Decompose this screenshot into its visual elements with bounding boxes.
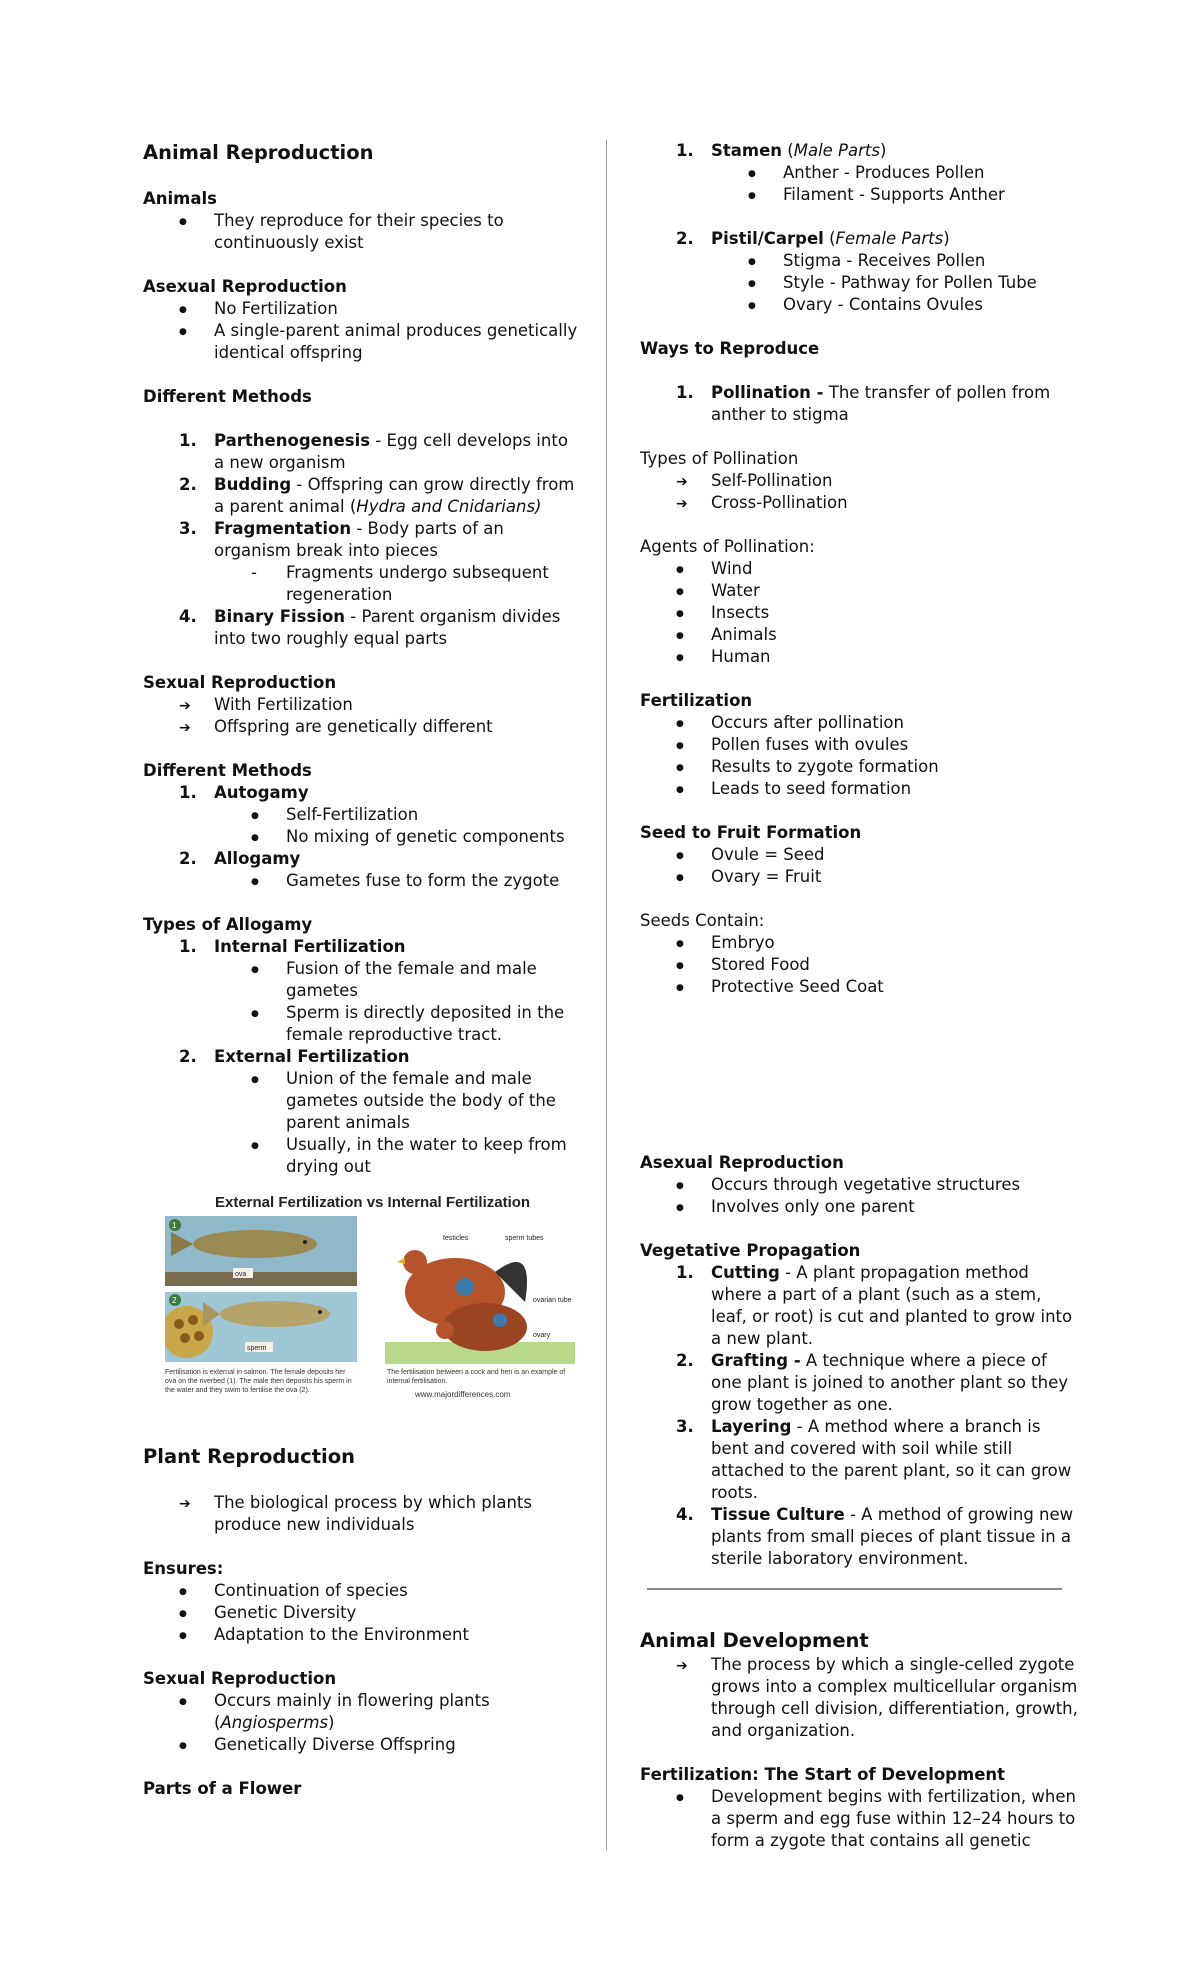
list-item: 4. Binary Fission - Parent organism divides into two roughly equal parts bbox=[179, 607, 561, 648]
sub-list-item: ● Union of the female and male gametes outside the body of the parent animals bbox=[143, 1068, 583, 1134]
svg-text:1: 1 bbox=[172, 1221, 177, 1230]
list-item: ➔ With Fertilization bbox=[143, 694, 583, 716]
svg-text:ovarian tube: ovarian tube bbox=[533, 1297, 572, 1304]
svg-text:ova: ova bbox=[235, 1271, 247, 1278]
list-item: ● Involves only one parent bbox=[640, 1196, 1080, 1218]
animals-heading: Animals bbox=[143, 189, 217, 208]
sub-list-item: ● Filament - Supports Anther bbox=[640, 184, 1080, 206]
seeds-heading: Seeds Contain: bbox=[640, 911, 765, 930]
methods-heading: Different Methods bbox=[143, 387, 312, 406]
svg-text:2: 2 bbox=[172, 1296, 177, 1305]
list-item: ➔ The process by which a single-celled zygote grows into a complex multicellular organism through cell division, differentiation, growth, and organization. bbox=[640, 1654, 1080, 1742]
list-item: ➔ Cross-Pollination bbox=[640, 492, 1080, 514]
list-item: ● Embryo bbox=[640, 932, 1080, 954]
sub-list-item: ● Style - Pathway for Pollen Tube bbox=[640, 272, 1080, 294]
fertilization-figure bbox=[165, 1192, 585, 1402]
sub-list-item: ● Self-Fertilization bbox=[143, 804, 583, 826]
animal-development-title: Animal Development bbox=[640, 1629, 869, 1652]
list-item: ● Water bbox=[640, 580, 1080, 602]
list-item: 3. Fragmentation - Body parts of an organism break into pieces bbox=[179, 519, 504, 560]
list-item: ● Leads to seed formation bbox=[640, 778, 1080, 800]
list-item: ● A single-parent animal produces genetically identical offspring bbox=[143, 320, 583, 364]
list-item: ➔ The biological process by which plants produce new individuals bbox=[143, 1492, 583, 1536]
svg-text:testicles: testicles bbox=[443, 1235, 469, 1242]
fert-start-heading: Fertilization: The Start of Development bbox=[640, 1765, 1006, 1784]
svg-text:ovary: ovary bbox=[533, 1332, 551, 1339]
list-item: 1. Parthenogenesis - Egg cell develops into a new organism bbox=[179, 431, 568, 472]
list-item: ● Occurs mainly in flowering plants (Angiosperms) bbox=[143, 1690, 583, 1734]
svg-text:sperm tubes: sperm tubes bbox=[505, 1235, 544, 1242]
list-item: ● Insects bbox=[640, 602, 1080, 624]
parts-heading: Parts of a Flower bbox=[143, 1779, 302, 1798]
list-item: ● Protective Seed Coat bbox=[640, 976, 1080, 998]
figure-caption-right: The fertilisation between a cock and hen is an example of internal fertilisation. bbox=[387, 1369, 566, 1385]
sub-list-item: ● No mixing of genetic components bbox=[143, 826, 583, 848]
list-item: ● Animals bbox=[640, 624, 1080, 646]
page-title: Animal Reproduction bbox=[143, 141, 374, 164]
figure-title: External Fertilization vs Internal Fertilization bbox=[215, 1194, 531, 1211]
figure-caption-left: Fertilisation is external in salmon. The female deposits her ova on the riverbed (1). The male then deposits his sperm in the water and they swim to fertilise the ova (2). bbox=[165, 1369, 352, 1394]
sub-list-item: ● Anther - Produces Pollen bbox=[640, 162, 1080, 184]
types-heading: Types of Allogamy bbox=[143, 915, 313, 934]
list-item: 2. Allogamy bbox=[179, 849, 301, 868]
list-item: ● No Fertilization bbox=[143, 298, 583, 320]
sub-list-item: ● Stigma - Receives Pollen bbox=[640, 250, 1080, 272]
list-item: ● Genetic Diversity bbox=[143, 1602, 583, 1624]
list-item: ● Pollen fuses with ovules bbox=[640, 734, 1080, 756]
list-item: 4. Tissue Culture - A method of growing new plants from small pieces of plant tissue in a sterile laboratory environment. bbox=[676, 1505, 1074, 1568]
plant-asexual-heading: Asexual Reproduction bbox=[640, 1153, 844, 1172]
list-item: 2. Grafting - A technique where a piece of one plant is joined to another plant so they grow together as one. bbox=[676, 1351, 1069, 1414]
list-item: ➔ Offspring are genetically different bbox=[143, 716, 583, 738]
methods-heading-2: Different Methods bbox=[143, 761, 312, 780]
ways-heading: Ways to Reproduce bbox=[640, 339, 820, 358]
ensures-heading: Ensures: bbox=[143, 1559, 224, 1578]
list-item: ➔ Self-Pollination bbox=[640, 470, 1080, 492]
list-item: 1. Autogamy bbox=[179, 783, 309, 802]
list-item: ● Development begins with fertilization, when a sperm and egg fuse within 12–24 hours to form a zygote that contains all genetic bbox=[640, 1786, 1080, 1852]
list-item: 2. Budding - Offspring can grow directly from a parent animal (Hydra and Cnidarians) bbox=[179, 475, 575, 516]
list-item: ● Stored Food bbox=[640, 954, 1080, 976]
list-item: 2. Pistil/Carpel (Female Parts) bbox=[676, 229, 950, 248]
svg-text:sperm: sperm bbox=[247, 1345, 267, 1352]
figure-source: www.majordifferences.com bbox=[415, 1390, 511, 1399]
sexual-heading: Sexual Reproduction bbox=[143, 673, 337, 692]
list-item: ● Genetically Diverse Offspring bbox=[143, 1734, 583, 1756]
list-item: ● Adaptation to the Environment bbox=[143, 1624, 583, 1646]
plant-reproduction-title: Plant Reproduction bbox=[143, 1445, 356, 1468]
left-column bbox=[143, 140, 583, 1800]
sub-list-item: ● Usually, in the water to keep from drying out bbox=[143, 1134, 583, 1178]
list-item: ● Results to zygote formation bbox=[640, 756, 1080, 778]
list-item: 1. Cutting - A plant propagation method where a part of a plant (such as a stem, leaf, or root) is cut and planted to grow into a new plant. bbox=[676, 1263, 1073, 1348]
types-pollination-heading: Types of Pollination bbox=[640, 449, 799, 468]
seed-fruit-heading: Seed to Fruit Formation bbox=[640, 823, 862, 842]
list-item: 1. Stamen (Male Parts) bbox=[676, 141, 887, 160]
list-item: ● Continuation of species bbox=[143, 1580, 583, 1602]
sub-list-item: ● Sperm is directly deposited in the female reproductive tract. bbox=[143, 1002, 583, 1046]
right-column bbox=[640, 140, 1080, 1852]
agents-heading: Agents of Pollination: bbox=[640, 537, 815, 556]
sub-list-item: ● Ovary - Contains Ovules bbox=[640, 294, 1080, 316]
list-item: 1. Internal Fertilization bbox=[179, 937, 406, 956]
sub-list-item: ● Gametes fuse to form the zygote bbox=[143, 870, 583, 892]
vegetative-heading: Vegetative Propagation bbox=[640, 1241, 861, 1260]
list-item: ● Human bbox=[640, 646, 1080, 668]
list-item: ● Occurs after pollination bbox=[640, 712, 1080, 734]
list-item: 3. Layering - A method where a branch is bent and covered with soil while still attached to the parent plant, so it can grow roots. bbox=[676, 1417, 1072, 1502]
list-item: ● They reproduce for their species to continuously exist bbox=[143, 210, 583, 254]
list-item: 2. External Fertilization bbox=[179, 1047, 410, 1066]
list-item: 1. Pollination - The transfer of pollen from anther to stigma bbox=[676, 383, 1051, 424]
list-item: ● Wind bbox=[640, 558, 1080, 580]
list-item: ● Occurs through vegetative structures bbox=[640, 1174, 1080, 1196]
plant-sexual-heading: Sexual Reproduction bbox=[143, 1669, 337, 1688]
sub-list-item: ● Fusion of the female and male gametes bbox=[143, 958, 583, 1002]
column-divider bbox=[606, 140, 607, 1850]
list-item: ● Ovary = Fruit bbox=[640, 866, 1080, 888]
sub-list-item: - Fragments undergo subsequent regeneration bbox=[143, 562, 583, 606]
fertilization-heading: Fertilization bbox=[640, 691, 753, 710]
asexual-heading: Asexual Reproduction bbox=[143, 277, 347, 296]
list-item: ● Ovule = Seed bbox=[640, 844, 1080, 866]
